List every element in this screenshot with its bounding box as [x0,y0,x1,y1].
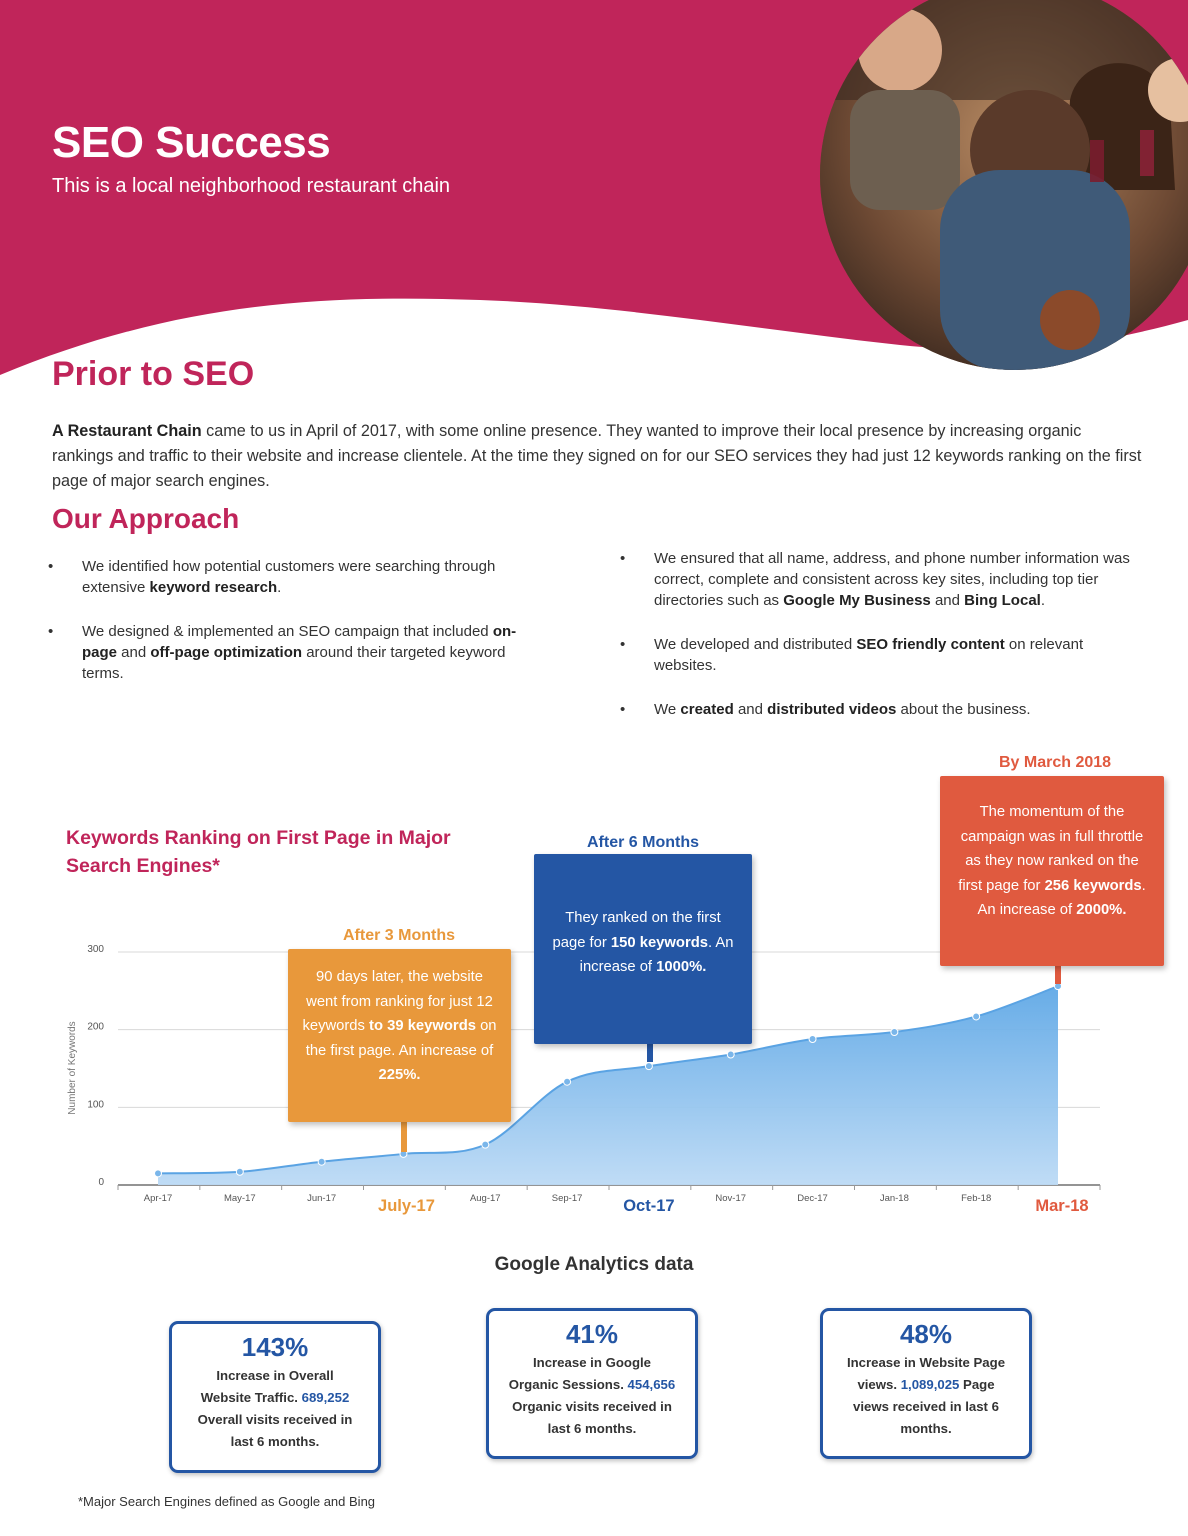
data-point [482,1141,489,1148]
data-point [318,1158,325,1165]
stat-card [486,1308,698,1459]
text-run: Increase in Google Organic Sessions. [508,1355,651,1392]
data-point [727,1051,734,1058]
callout-connector [1055,964,1061,984]
text-run: . An increase of [977,877,1146,918]
text-run: 90 days later, the website went from ranking for just 12 keywords [302,969,493,1034]
bold-text: Bing Local [964,592,1041,609]
y-tick-label: 0 [98,1177,104,1188]
callout-connector [647,1044,653,1062]
text-run: around their targeted keyword terms. [82,644,506,682]
y-tick-label: 300 [87,944,104,955]
x-tick-label: May-17 [223,1193,256,1204]
text-run: on relevant websites. [654,636,1084,674]
callout-label: By March 2018 [998,754,1112,771]
text-run: They ranked on the first page for [552,910,721,951]
bold-text: keyword research [149,579,278,596]
x-tick-label-highlight: July-17 [378,1197,435,1215]
text-run: We ensured that all name, address, and phone number information was correct, complete and consistent across key sites, including top tier directories such as [654,550,1130,609]
bold-text: to 39 keywords [369,1018,476,1034]
y-axis-label: Number of Keywords [67,1021,78,1115]
text-run: . An increase of [579,934,734,975]
x-tick-label: Apr-17 [143,1193,173,1204]
stat-description [172,1363,378,1453]
analytics-heading: Google Analytics data [494,1254,694,1275]
bold-text: created [680,701,734,718]
bold-text: 225%. [378,1067,421,1083]
callout-connector [401,1122,407,1152]
bold-text: Google My Business [783,592,931,609]
data-point [973,1013,980,1020]
text-run: . [1040,592,1045,609]
bold-text: 2000%. [1076,902,1127,918]
text-run: Increase in Overall Website Traffic. [200,1368,334,1405]
y-tick-label: 200 [87,1021,104,1033]
bold-text: distributed videos [767,701,897,718]
bold-text: on-page [82,623,517,661]
x-tick-label: Sep-17 [551,1193,583,1204]
text-run: Page views received in last 6 months. [853,1377,999,1436]
text-run: and [930,592,965,609]
x-tick-label-highlight: Oct-17 [623,1197,675,1215]
text-run: We [654,701,681,718]
callout-box [288,949,511,1122]
data-point [891,1028,898,1035]
text-run: Organic visits received in last 6 months. [512,1399,672,1436]
bold-text: 256 keywords [1044,877,1142,894]
text-run: Overall visits received in last 6 months. [197,1412,353,1449]
stat-card [820,1308,1032,1459]
text-run: and [117,644,151,661]
data-point [236,1168,243,1175]
text-run: Increase in Website Page views. [846,1355,1006,1392]
highlight-number: 454,656 [627,1377,676,1392]
stat-description [823,1350,1029,1440]
data-point [809,1035,816,1042]
callout-box [940,776,1164,966]
x-tick-label: Jun-17 [307,1193,337,1204]
text-run: on the first page. An increase of [305,1018,497,1059]
bold-text: 1000%. [656,959,707,975]
bold-text: SEO friendly content [856,636,1005,653]
stat-value: 143% [241,1332,309,1362]
stat-card [169,1321,381,1473]
data-point [155,1170,162,1177]
y-tick-label: 100 [87,1099,104,1111]
text-run: and [733,701,768,718]
footnote: *Major Search Engines defined as Google and Bing [78,1494,376,1509]
text-run: . [277,579,282,596]
prior-heading: Prior to SEO [52,355,255,393]
text-run: about the business. [896,701,1031,718]
page-subtitle: This is a local neighborhood restaurant chain [52,175,451,197]
x-tick-label: Jan-18 [879,1193,909,1204]
page-title: SEO Success [52,118,331,167]
x-tick-label: Dec-17 [797,1193,828,1204]
chart-title: Keywords Ranking on First Page in Major Search Engines* [66,827,451,877]
stat-value: 41% [565,1319,619,1349]
x-tick-label: Nov-17 [715,1193,747,1204]
data-point [645,1063,652,1070]
highlight-number: 1,089,025 [900,1377,960,1392]
bold-text: off-page optimization [150,644,303,661]
callout-label: After 3 Months [343,927,455,944]
data-point [564,1078,571,1085]
bold-text: 150 keywords [610,934,708,951]
text-run: The momentum of the campaign was in full throttle as they now ranked on the first page for [958,804,1144,894]
text-run: We identified how potential customers were searching through extensive [82,558,496,596]
callout-box [534,854,752,1044]
approach-heading: Our Approach [52,503,240,534]
text-run: We designed & implemented an SEO campaign that included [82,623,493,640]
highlight-number: 689,252 [301,1390,350,1405]
x-tick-label: Feb-18 [961,1193,992,1204]
text-run: We developed and distributed [654,636,857,653]
x-tick-label: Aug-17 [469,1193,501,1204]
intro-lead-bold: A Restaurant Chain [52,422,202,440]
x-tick-label-highlight: Mar-18 [1035,1197,1089,1215]
callout-label: After 6 Months [587,834,699,851]
stat-value: 48% [899,1319,953,1349]
stat-description [489,1350,695,1440]
intro-text: came to us in April of 2017, with some online presence. They wanted to improve their local presence by increasing organic rankings and traffic to their website and increase clientele. At the time they signed on for our SEO services they had just 12 keywords ranking on the first page of major search engines. [52,422,1142,490]
